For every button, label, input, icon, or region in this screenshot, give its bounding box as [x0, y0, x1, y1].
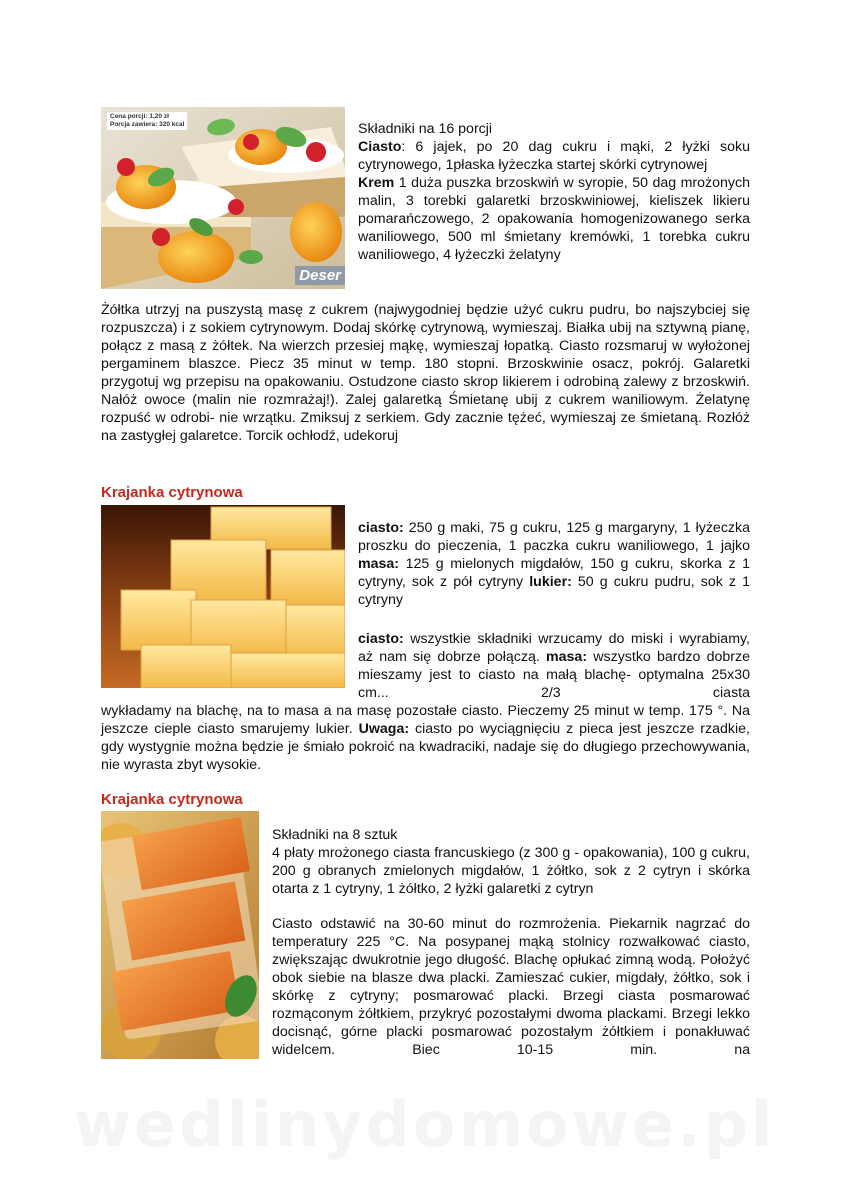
kcal-label: Porcja zawiera: 320 kcal: [110, 121, 185, 128]
method-ciasto-label: ciasto:: [358, 631, 404, 647]
recipe1-krem-block: [358, 174, 750, 264]
masa-ingredients: 125 g mielonych migdałów, 150 g cukru, skorka z 1 cytryny, sok z pół cytryny: [358, 556, 750, 590]
uwaga-text: ciasto po wyciągnięciu z pieca jest jeszcze rzadkie, gdy wystygnie można będzie je śmiało pokroić na kwadraciki, nadaje się do długiego przechowywania, nie wyrasta zbyt wysokie.: [101, 721, 750, 773]
recipe3-ingredients: [272, 826, 750, 898]
method-ciasto-text: wszystkie składniki wrzucamy do miski i wyrabiamy, aż nam się dobrze połączą.: [358, 631, 750, 665]
dessert-photo: [101, 107, 345, 289]
recipe3-instructions: Ciasto odstawić na 30-60 minut do rozmrożenia. Piekarnik nagrzać do temperatury 225 °C. Na posypanej mąką stolnicy rozwałkować ciasto, zwiększając dwukrotnie jego długość. Blachę opłukać zimną wodą. Położyć obok siebie na blasze dwa placki. Zamieszać cukier, migdały, żółtko, sok i skórkę z cytryny; posmarować placki. Brzegi ciasta posmarować rozmąconym żółtkiem, przykryć pozostałymi dwoma plackami. Brzegi lekko docisnąć, górne placki posmarować pozostałym żółtkiem i ponakłuwać widelcem. Biec 10-15 min. na: [272, 916, 750, 1058]
ciasto-ingredients: 250 g maki, 75 g cukru, 125 g margaryny, 1 łyżeczka proszku do pieczenia, 1 paczka cukru waniliowego, 1 jajko: [358, 520, 750, 554]
masa-label: masa:: [358, 556, 400, 572]
lukier-ingredients: 50 g cukru pudru, sok z 1 cytryny: [358, 574, 750, 608]
method-masa-text: wszystko bardzo dobrze mieszamy jest to ciasto na małą blachę- optymalna 25x30 cm... 2/3 ciasta: [358, 649, 750, 701]
recipe3-ingredient-list: 4 płaty mrożonego ciasta francuskiego (z 300 g - opakowania), 100 g cukru, 200 g obranych zmielonych migdałów, 1 żółtko, sok z 2 cytryn i skórka otarta z 1 cytryny, 1 żółtko, 2 łyżki galaretki z cytryn: [272, 845, 750, 897]
recipe1-ingredients: [358, 120, 750, 264]
price-label-box: [107, 112, 187, 130]
lemon-slices-photo: [101, 505, 345, 688]
deser-badge: Deser: [295, 266, 345, 285]
recipe3-title: Krajanka cytrynowa: [101, 791, 243, 808]
recipe1-instructions: Żółtka utrzyj na puszystą masę z cukrem (najwygodniej będzie użyć cukru pudru, bo najszybciej się rozpuszcza) i z sokiem cytrynowym. Dodaj skórkę cytrynową, wymieszaj. Białka ubij na sztywną pianę, połącz z masą z żółtek. Na wierzch przesiej mąkę, wymieszaj łopatką. Ciasto rozsmaruj w wyłożonej pergaminem blaszce. Piecz 35 minut w temp. 180 stopni. Brzoskwinie osacz, pokrój. Galaretki przygotuj wg przepisu na opakowaniu. Ostudzone ciasto skrop likierem i odrobiną zalewy z brzoskwiń. Nałóż owoce (malin nie rozmrażaj!). Zalej galaretką Śmietanę ubij z cukrem waniliowym. Żelatynę rozpuść w odrobi- nie wrzątku. Zmiksuj z serkiem. Gdy zacznie tężeć, wymieszaj ze śmietaną. Rozłóż na zastygłej galaretce. Torcik ochłodź, udekoruj: [101, 302, 750, 444]
recipe2-ingredients: [358, 519, 750, 609]
ciasto-ingredients: : 6 jajek, po 20 dag cukru i mąki, 2 łyżki soku cytrynowego, 1płaska łyżeczka startej skórki cytrynowej: [358, 139, 750, 173]
recipe1-servings: Składniki na 16 porcji: [358, 121, 493, 137]
ciasto-label: Ciasto: [358, 139, 402, 155]
krem-label: Krem: [358, 175, 395, 191]
ciasto-label: ciasto:: [358, 520, 404, 536]
watermark: wedlinydomowe.pl: [73, 1088, 776, 1161]
recipe2-title: Krajanka cytrynowa: [101, 484, 243, 501]
method-continuation: wykładamy na blachę, na to masa a na masę pozostałe ciasto. Pieczemy 25 minut w temp. 175 °. Na jeszcze cieple ciasto smarujemy lukier.: [101, 703, 750, 737]
lukier-label: lukier:: [529, 574, 572, 590]
recipe2-method-top: [358, 630, 750, 702]
uwaga-label: Uwaga:: [358, 721, 410, 737]
method-masa-label: masa:: [546, 649, 588, 665]
recipe2-method-bottom: [101, 702, 750, 774]
recipe3-servings: Składniki na 8 sztuk: [272, 827, 398, 843]
price-label: Cena porcji: 1,20 zł: [110, 113, 169, 120]
krem-ingredients: 1 duża puszka brzoskwiń w syropie, 50 dag mrożonych malin, 3 torebki galaretki brzoskwiniowej, kieliszek likieru pomarańczowego, 2 opakowania homogenizowanego serka waniliowego, 500 ml śmietany kremówki, 1 torebka cukru waniliowego, 4 łyżeczki żelatyny: [358, 175, 750, 263]
puff-pastry-photo: [101, 811, 259, 1059]
recipe1-ciasto-block: [358, 138, 750, 174]
